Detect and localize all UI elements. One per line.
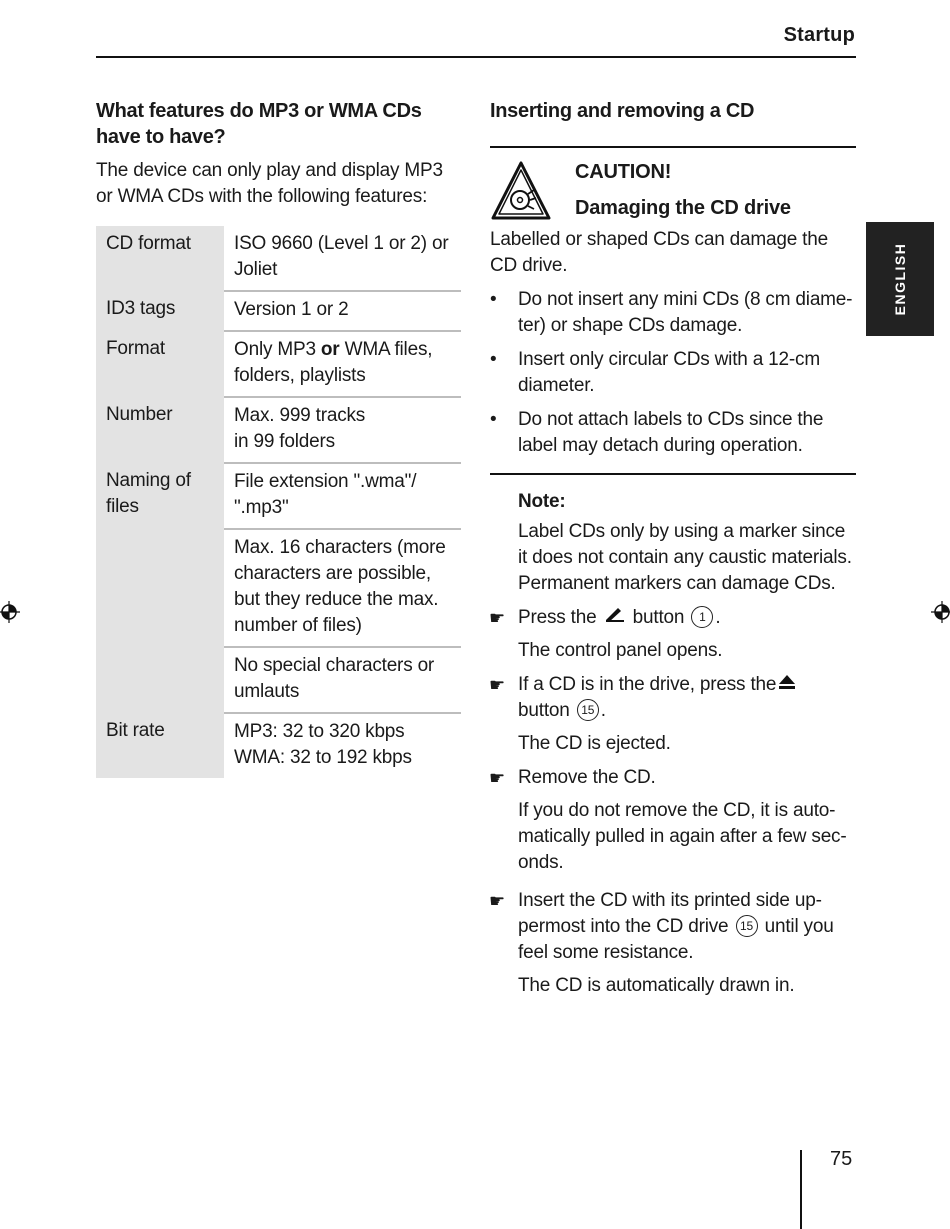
right-column (490, 98, 856, 999)
list-item: • Insert only circular CDs with a 12-cm diameter. (490, 347, 856, 399)
left-column (96, 98, 462, 778)
reference-number: 15 (736, 915, 758, 937)
registration-mark-icon (931, 601, 950, 623)
page-number: 75 (830, 1148, 853, 1170)
table-label: Format (96, 331, 224, 397)
registration-mark-icon (0, 601, 20, 623)
number-line-1: Max. 999 tracks (234, 405, 366, 426)
table-row (96, 713, 461, 778)
table-value: ISO 9660 (Level 1 or 2) or Joliet (224, 226, 461, 291)
step-text: until you feel some resistance. (518, 916, 834, 963)
header-rule (96, 56, 856, 58)
caution-box (490, 146, 856, 475)
format-text-or: or (320, 339, 340, 360)
bitrate-line-1: MP3: 32 to 320 kbps (234, 721, 405, 742)
step-text: button (632, 607, 685, 628)
reference-number: 1 (691, 606, 713, 628)
features-heading: What features do MP3 or WMA CDs have to have? (96, 100, 422, 148)
header-title: Startup (783, 24, 855, 46)
table-label: Naming of files (96, 463, 224, 713)
note-text: Label CDs only by using a marker since it does not contain any caustic materials. Permanent markers can damage CDs. (518, 521, 852, 594)
table-row (96, 397, 461, 463)
table-label: Number (96, 397, 224, 463)
footer-rule (800, 1150, 802, 1229)
step-text: button (518, 700, 570, 721)
table-row (96, 291, 461, 331)
list-item: • Do not insert any mini CDs (8 cm diame-ter) or shape CDs damage. (490, 287, 856, 339)
table-value: No special characters or umlauts (224, 647, 461, 713)
number-line-2: in 99 folders (234, 431, 335, 452)
table-row (96, 226, 461, 291)
instruction-step (490, 888, 856, 966)
caution-list (490, 287, 856, 459)
instruction-step (490, 605, 856, 631)
cd-heading: Inserting and removing a CD (490, 100, 755, 122)
language-tab (866, 222, 934, 336)
pointing-hand-icon: ☛ (489, 768, 505, 788)
list-item: • Do not attach labels to CDs since the label may detach during operation. (490, 407, 856, 459)
features-table (96, 226, 461, 778)
caution-title: CAUTION! (575, 161, 672, 183)
note-title: Note: (518, 491, 566, 512)
table-value: Max. 16 characters (more characters are possible, but they reduce the max. number of files) (224, 529, 461, 647)
step-result: The CD is ejected. (518, 733, 671, 754)
table-value (224, 331, 461, 397)
table-label: CD format (96, 226, 224, 291)
bitrate-line-2: WMA: 32 to 192 kbps (234, 747, 412, 768)
format-text-b: WMA files, folders, playlists (234, 339, 433, 386)
reference-number: 15 (577, 699, 599, 721)
warning-cd-icon (490, 160, 552, 222)
pointing-hand-icon: ☛ (489, 891, 505, 911)
note-block (490, 489, 856, 597)
step-text: Insert the CD with its printed side up-permost into the CD drive (518, 890, 822, 937)
language-tab-label: ENGLISH (892, 242, 908, 316)
instruction-step (490, 765, 856, 791)
step-result: The control panel opens. (518, 640, 723, 661)
table-value (224, 713, 461, 778)
pointing-hand-icon: ☛ (489, 675, 505, 695)
caution-subtitle: Damaging the CD drive (575, 197, 791, 219)
features-intro: The device can only play and display MP3 or WMA CDs with the following features: (96, 160, 443, 207)
step-text: . (715, 607, 721, 628)
instruction-step (490, 672, 856, 724)
table-row (96, 331, 461, 397)
step-result: If you do not remove the CD, it is auto-matically pulled in again after a few sec-onds. (518, 800, 847, 873)
caution-text: Labelled or shaped CDs can damage the CD drive. (490, 229, 828, 276)
step-result: The CD is automatically drawn in. (518, 975, 795, 996)
eject-icon (778, 673, 796, 691)
step-text: If a CD is in the drive, press the (518, 674, 777, 695)
table-row (96, 463, 461, 529)
step-text: Press the (518, 607, 597, 628)
control-panel-icon (604, 605, 626, 625)
table-value (224, 397, 461, 463)
step-text: Remove the CD. (518, 767, 656, 788)
step-text: . (600, 700, 606, 721)
table-label: Bit rate (96, 713, 224, 778)
table-label: ID3 tags (96, 291, 224, 331)
format-text-a: Only MP3 (234, 339, 321, 360)
pointing-hand-icon: ☛ (489, 608, 505, 628)
table-value: Version 1 or 2 (224, 291, 461, 331)
table-value: File extension ".wma"/ ".mp3" (224, 463, 461, 529)
